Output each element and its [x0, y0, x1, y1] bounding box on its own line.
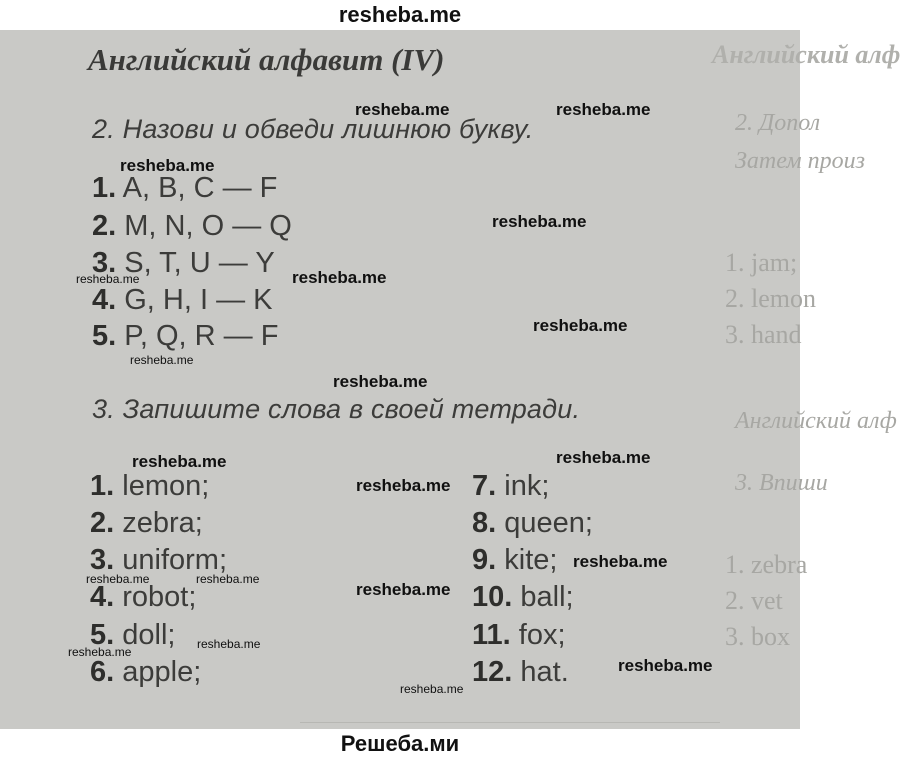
word-number: 11.: [472, 619, 511, 651]
exercise-2-row: [92, 210, 292, 243]
bleed-through-title: Английский алф: [712, 40, 900, 69]
word-text: queen;: [504, 507, 593, 539]
word-number: 9.: [472, 544, 497, 576]
exercise-2-row: [92, 320, 278, 353]
watermark: resheba.me: [86, 572, 150, 586]
word-text: robot;: [122, 581, 197, 613]
word-text: uniform;: [122, 544, 228, 576]
word-text: lemon;: [122, 470, 210, 502]
watermark: resheba.me: [556, 448, 651, 467]
bleed-through-line: 2. lemon: [725, 284, 816, 313]
word-number: 7.: [472, 470, 497, 502]
bleed-through-line: Затем произ: [735, 148, 865, 174]
exercise-2-row: [92, 172, 277, 205]
watermark: resheba.me: [76, 272, 140, 286]
watermark: resheba.me: [333, 372, 428, 391]
watermark: resheba.me: [356, 580, 451, 599]
watermark: resheba.me: [120, 156, 215, 175]
row-number: 1.: [92, 172, 117, 204]
row-letters: S, T, U — Y: [124, 247, 275, 279]
word-text: fox;: [518, 619, 566, 651]
word-number: 2.: [90, 507, 115, 539]
page-title: Английский алфавит (IV): [88, 42, 445, 77]
exercise-2-instruction: 2. Назови и обведи лишнюю букву.: [92, 114, 534, 144]
exercise-2-row: [92, 284, 273, 317]
site-banner-top: resheba.me: [0, 0, 800, 30]
row-letters: G, H, I — K: [124, 284, 273, 316]
bleed-through-line: 3. box: [725, 622, 790, 651]
word-number: 3.: [90, 544, 115, 576]
watermark: resheba.me: [400, 682, 464, 696]
watermark: resheba.me: [197, 637, 261, 651]
row-number: 5.: [92, 320, 117, 352]
word-text: kite;: [504, 544, 558, 576]
word-item: [90, 507, 203, 540]
watermark: resheba.me: [356, 476, 451, 495]
watermark: resheba.me: [196, 572, 260, 586]
word-text: ball;: [520, 581, 574, 613]
bleed-through-line: 2. vet: [725, 586, 783, 615]
watermark: resheba.me: [492, 212, 587, 231]
bleed-through-line: 2. Допол: [735, 110, 821, 136]
watermark: resheba.me: [132, 452, 227, 471]
watermark: resheba.me: [130, 353, 194, 367]
watermark: resheba.me: [618, 656, 713, 675]
bleed-through-line: 3. Впиши: [735, 470, 828, 496]
word-number: 5.: [90, 619, 115, 651]
row-letters: M, N, O — Q: [124, 210, 292, 242]
bleed-through-line: 1. zebra: [725, 550, 808, 579]
exercise-3-instruction: 3. Запишите слова в своей тетради.: [92, 394, 581, 424]
watermark: resheba.me: [556, 100, 651, 119]
word-item: [472, 507, 593, 540]
bleed-through-line: 1. jam;: [725, 248, 798, 277]
word-text: doll;: [122, 619, 176, 651]
word-number: 6.: [90, 656, 115, 688]
word-text: zebra;: [122, 507, 203, 539]
word-text: hat.: [520, 656, 569, 688]
row-number: 4.: [92, 284, 117, 316]
word-item: [90, 470, 209, 503]
watermark: resheba.me: [292, 268, 387, 287]
word-text: apple;: [122, 656, 202, 688]
word-text: ink;: [504, 470, 550, 502]
word-number: 12.: [472, 656, 513, 688]
site-banner-bottom: Решеба.ми: [0, 729, 800, 759]
row-number: 2.: [92, 210, 117, 242]
watermark: resheba.me: [68, 645, 132, 659]
word-item: [90, 656, 201, 689]
row-number: 3.: [92, 247, 117, 279]
bleed-through-line: 3. hand: [725, 320, 802, 349]
word-number: 4.: [90, 581, 115, 613]
textbook-page: [0, 30, 900, 729]
word-number: 10.: [472, 581, 513, 613]
bleed-through-line: Английский алф: [735, 408, 897, 434]
word-number: 8.: [472, 507, 497, 539]
bleed-through-rule: [300, 722, 720, 723]
word-item: [472, 656, 569, 689]
row-letters: A, B, C — F: [122, 172, 278, 204]
word-item: [472, 544, 557, 577]
word-number: 1.: [90, 470, 115, 502]
row-letters: P, Q, R — F: [124, 320, 279, 352]
watermark: resheba.me: [573, 552, 668, 571]
word-item: [472, 581, 574, 614]
word-item: [472, 619, 566, 652]
word-item: [472, 470, 549, 503]
watermark: resheba.me: [533, 316, 628, 335]
watermark: resheba.me: [355, 100, 450, 119]
